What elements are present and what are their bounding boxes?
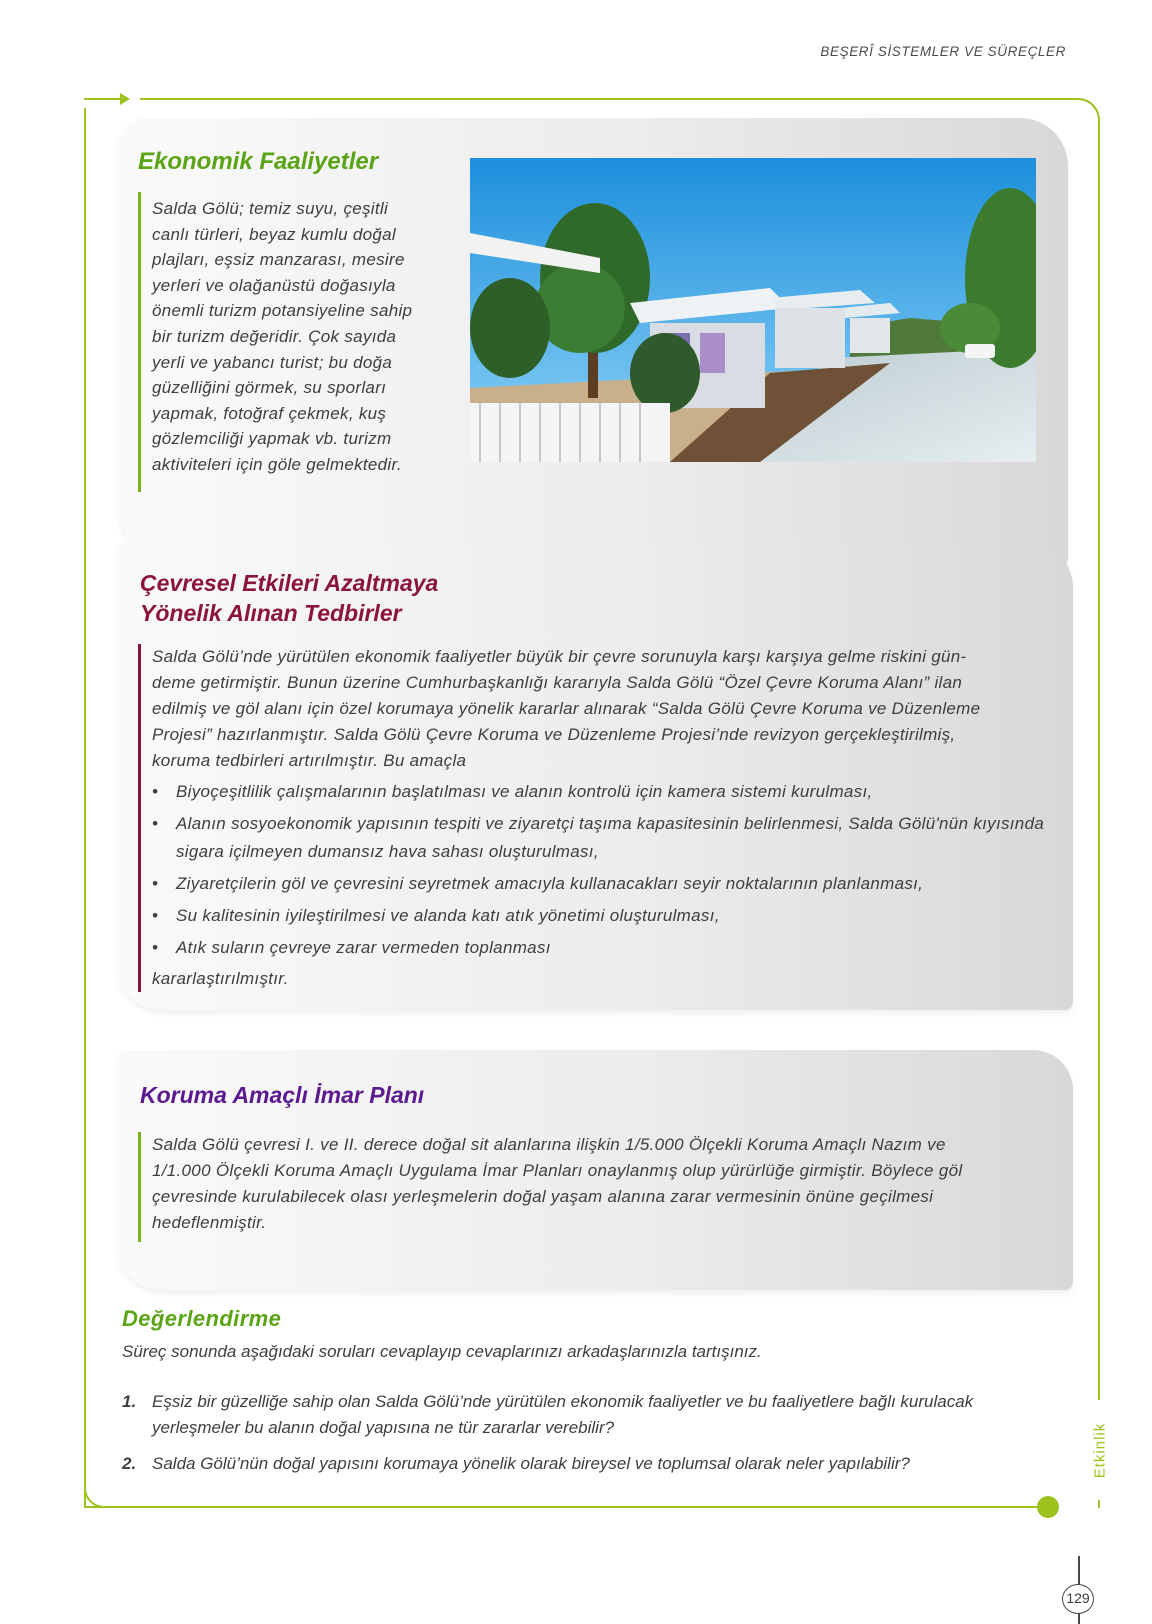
environmental-measures-text	[152, 644, 1052, 992]
environmental-measures-title	[140, 568, 438, 628]
green-dot-icon	[1037, 1496, 1059, 1518]
text-line: yerli ve yabancı turist; bu doğa	[152, 352, 393, 372]
text-line: Projesi” hazırlanmıştır. Salda Gölü Çevre Koruma ve Düzenleme Projesi’nde revizyon gerçekleştirilmiş,	[152, 725, 956, 744]
page-frame-left	[84, 98, 86, 1508]
text-line: deme getirmiştir. Bunun üzerine Cumhurbaşkanlığı kararıyla Salda Gölü “Özel Çevre Koruma Alanı” ilan	[152, 673, 963, 692]
lake-facilities-photo	[470, 158, 1036, 462]
accent-bar	[138, 192, 141, 492]
accent-bar	[138, 644, 141, 992]
text-line: 1/1.000 Ölçekli Koruma Amaçlı Uygulama İmar Planları onaylanmış olup yürürlüğe girmiştir. Böylece göl	[152, 1161, 963, 1180]
question-number: 1.	[122, 1392, 137, 1411]
text-line: aktiviteleri için göle gelmektedir.	[152, 454, 402, 474]
question-line: Salda Gölü’nün doğal yapısını korumaya yönelik olarak bireysel ve toplumsal olarak neler yapılabilir?	[152, 1454, 910, 1473]
evaluation-title: Değerlendirme	[122, 1306, 282, 1331]
text-line: Salda Gölü; temiz suyu, çeşitli	[152, 199, 389, 218]
measures-list	[152, 778, 1052, 962]
text-line: canlı türleri, beyaz kumlu doğal	[152, 224, 396, 244]
text-line: edilmiş ve göl alanı için özel korumaya yönelik kararlar alınarak “Salda Gölü Çevre Koruma ve Düzenleme	[152, 699, 981, 718]
title-line: Çevresel Etkileri Azaltmaya	[140, 570, 439, 596]
text-line: yerleri ve olağanüstü doğasıyla	[152, 275, 396, 295]
question-line: Eşsiz bir güzelliğe sahip olan Salda Gölü’nde yürütülen ekonomik faaliyetler ve bu faaliyetlere bağlı kurulacak	[152, 1392, 974, 1411]
text-line: Salda Gölü çevresi I. ve II. derece doğal sit alanlarına ilişkin 1/5.000 Ölçekli Koruma Amaçlı Nazım ve	[152, 1135, 946, 1154]
list-item: • Ziyaretçilerin göl ve çevresini seyretmek amacıyla kullanacakları seyir noktalarının planlanması,	[152, 870, 1052, 898]
question-line: yerleşmeler bu alanın doğal yapısına ne tür zararlar verebilir?	[152, 1418, 615, 1437]
text-line: yapmak, fotoğraf çekmek, kuş	[152, 403, 387, 423]
text-line: Salda Gölü’nde yürütülen ekonomik faaliyetler büyük bir çevre sorunuyla karşı karşıya gelme riskini gün-	[152, 647, 967, 666]
question-text	[152, 1389, 1072, 1441]
text-line: bir turizm değeridir. Çok sayıda	[152, 326, 397, 346]
list-item: • Alanın sosyoekonomik yapısının tespiti ve ziyaretçi taşıma kapasitesinin belirlenmesi, Salda Gölü'nün kıyısında sigara içilmeyen dumansız hava sahası oluşturulması,	[152, 810, 1052, 866]
zoning-plan-title: Koruma Amaçlı İmar Planı	[140, 1082, 425, 1108]
running-header: BEŞERÎ SİSTEMLER VE SÜREÇLER	[820, 44, 1066, 59]
page-number: 129	[1062, 1584, 1094, 1614]
text-line: hedeflenmiştir.	[152, 1213, 267, 1232]
list-item: • Su kalitesinin iyileştirilmesi ve alanda katı atık yönetimi oluşturulması,	[152, 902, 1052, 930]
list-item: • Atık suların çevreye zarar vermeden toplanması	[152, 934, 1052, 962]
evaluation-intro: Süreç sonunda aşağıdaki soruları cevaplayıp cevaplarınızı arkadaşlarınızla tartışınız.	[122, 1342, 762, 1361]
activity-side-label: Etkinlik	[1091, 1422, 1109, 1479]
text-line: koruma tedbirleri artırılmıştır. Bu amaçla	[152, 751, 467, 770]
economic-activities-title: Ekonomik Faaliyetler	[138, 148, 379, 175]
text-line: gözlemciliği yapmak vb. turizm	[152, 429, 392, 449]
closing-line: kararlaştırılmıştır.	[152, 969, 289, 988]
text-line: çevresinde kurulabilecek olası yerleşmelerin doğal yaşam alanına zarar vermesinin önüne geçilmesi	[152, 1187, 934, 1206]
text-line: önemli turizm potansiyeline sahip	[152, 301, 413, 321]
list-item: • Biyoçeşitlilik çalışmalarının başlatılması ve alanın kontrolü için kamera sistemi kurulması,	[152, 778, 1052, 806]
arrow-right-icon	[120, 93, 130, 105]
accent-bar	[138, 1132, 141, 1242]
question-text	[152, 1451, 1072, 1477]
page-frame-bottom	[84, 1506, 1052, 1508]
zoning-plan-text	[152, 1132, 1052, 1236]
title-line: Yönelik Alınan Tedbirler	[140, 600, 402, 626]
text-line: plajları, eşsiz manzarası, mesire	[152, 250, 405, 270]
economic-activities-text	[152, 196, 452, 478]
question-number: 2.	[122, 1454, 137, 1473]
text-line: güzelliğini görmek, su sporları	[152, 378, 387, 398]
